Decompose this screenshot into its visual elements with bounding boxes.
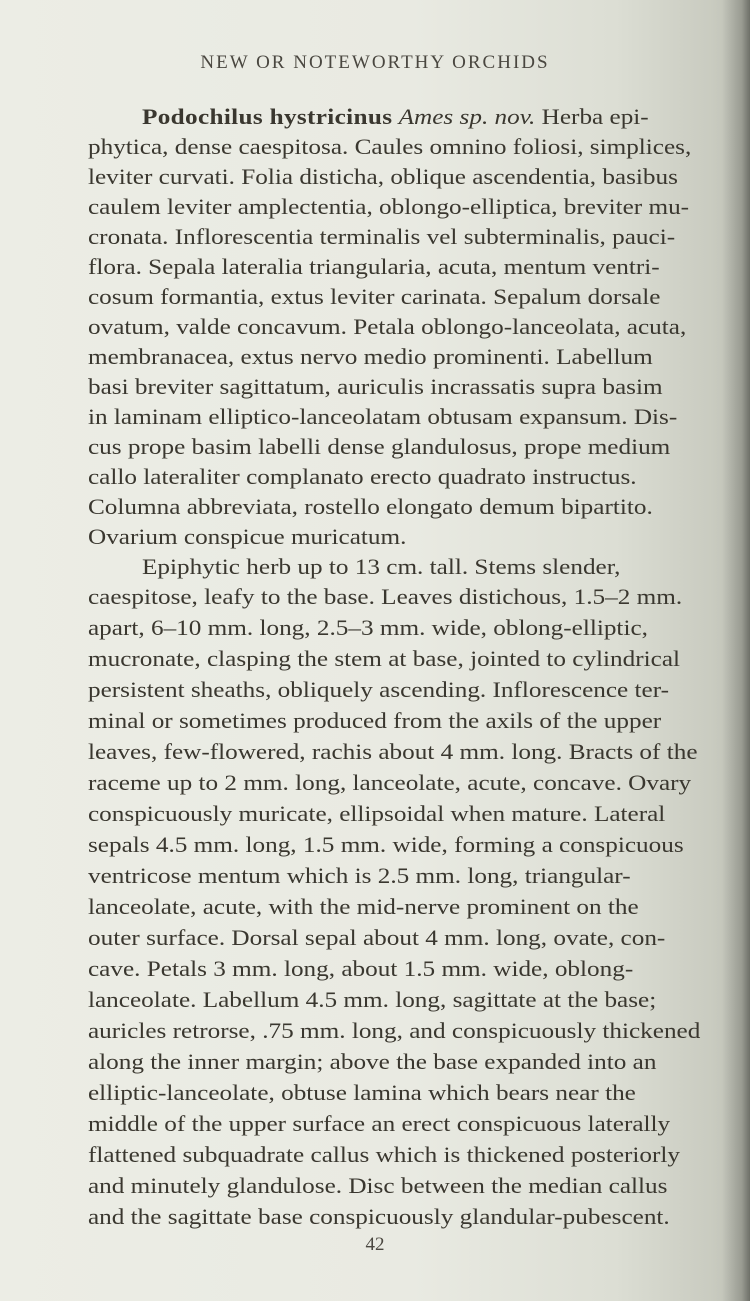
- english-line: and minutely glandulose. Disc between the median callus: [88, 1173, 668, 1198]
- english-line: middle of the upper surface an erect conspicuous laterally: [88, 1111, 671, 1136]
- english-line: and the sagittate base conspicuously glandular-pubescent.: [88, 1204, 670, 1229]
- latin-line: caulem leviter amplectentia, oblongo-elliptica, breviter mu-: [88, 194, 690, 219]
- latin-line: phytica, dense caespitosa. Caules omnino foliosi, simplices,: [88, 134, 692, 159]
- species-name: Podochilus hystricinus: [142, 104, 393, 129]
- english-line: ventricose mentum which is 2.5 mm. long, triangular-: [88, 863, 631, 888]
- english-line: along the inner margin; above the base expanded into an: [88, 1049, 657, 1074]
- english-line: caespitose, leafy to the base. Leaves distichous, 1.5–2 mm.: [88, 584, 683, 609]
- latin-line: Ovarium conspicue muricatum.: [88, 524, 407, 549]
- species-authority: Ames sp. nov.: [398, 104, 536, 129]
- latin-line: cus prope basim labelli dense glandulosus, prope medium: [88, 434, 671, 459]
- latin-line: basi breviter sagittatum, auriculis incrassatis supra basim: [88, 374, 663, 399]
- latin-line: in laminam elliptico-lanceolatam obtusam expansum. Dis-: [88, 404, 678, 429]
- english-line: outer surface. Dorsal sepal about 4 mm. long, ovate, con-: [88, 925, 666, 950]
- latin-line-1: [142, 104, 649, 130]
- english-line: auricles retrorse, .75 mm. long, and conspicuously thickened: [88, 1018, 701, 1043]
- english-line: apart, 6–10 mm. long, 2.5–3 mm. wide, oblong-elliptic,: [88, 615, 648, 640]
- latin-line: callo lateraliter complanato erecto quadrato instructus.: [88, 464, 637, 489]
- english-line: lanceolate. Labellum 4.5 mm. long, sagittate at the base;: [88, 987, 657, 1012]
- english-line: mucronate, clasping the stem at base, jointed to cylindrical: [88, 646, 681, 671]
- latin-line: flora. Sepala lateralia triangularia, acuta, mentum ventri-: [88, 254, 660, 279]
- latin-line: leviter curvati. Folia disticha, oblique ascendentia, basibus: [88, 164, 678, 189]
- english-line: leaves, few-flowered, rachis about 4 mm. long. Bracts of the: [88, 739, 698, 764]
- latin-line-text: Herba epi-: [541, 104, 649, 129]
- page-number: 42: [365, 1234, 385, 1255]
- english-line: cave. Petals 3 mm. long, about 1.5 mm. wide, oblong-: [88, 956, 634, 981]
- page-edge-shadow: [722, 0, 750, 1301]
- latin-line: ovatum, valde concavum. Petala oblongo-lanceolata, acuta,: [88, 314, 687, 339]
- english-line: persistent sheaths, obliquely ascending. Inflorescence ter-: [88, 677, 669, 702]
- english-line: Epiphytic herb up to 13 cm. tall. Stems slender,: [142, 554, 621, 579]
- running-head: NEW OR NOTEWORTHY ORCHIDS: [200, 52, 550, 73]
- latin-line: membranacea, extus nervo medio prominenti. Labellum: [88, 344, 653, 369]
- latin-line: cronata. Inflorescentia terminalis vel subterminalis, pauci-: [88, 224, 676, 249]
- english-line: sepals 4.5 mm. long, 1.5 mm. wide, forming a conspicuous: [88, 832, 684, 857]
- english-line: raceme up to 2 mm. long, lanceolate, acute, concave. Ovary: [88, 770, 692, 795]
- latin-line: Columna abbreviata, rostello elongato demum bipartito.: [88, 494, 653, 519]
- latin-line: cosum formantia, extus leviter carinata. Sepalum dorsale: [88, 284, 661, 309]
- english-line: lanceolate, acute, with the mid-nerve prominent on the: [88, 894, 639, 919]
- english-line: conspicuously muricate, ellipsoidal when mature. Lateral: [88, 801, 666, 826]
- english-line: elliptic-lanceolate, obtuse lamina which bears near the: [88, 1080, 636, 1105]
- english-line: minal or sometimes produced from the axils of the upper: [88, 708, 662, 733]
- english-line: flattened subquadrate callus which is thickened posteriorly: [88, 1142, 681, 1167]
